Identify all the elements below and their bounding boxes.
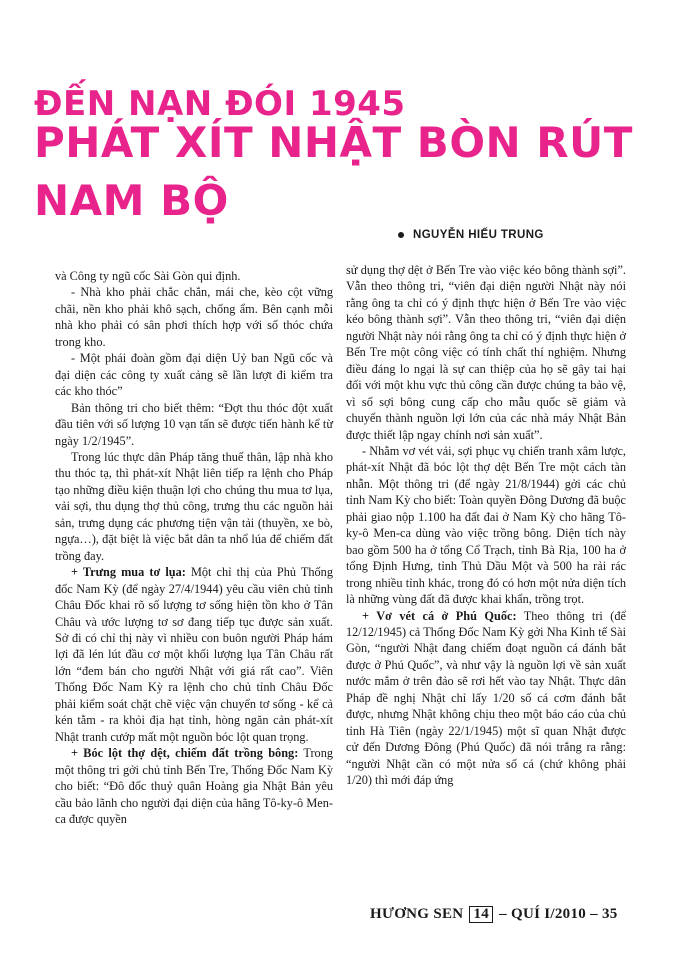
paragraph bbox=[346, 608, 626, 789]
paragraph bbox=[55, 564, 333, 745]
paragraph: và Công ty ngũ cốc Sài Gòn qui định. bbox=[55, 269, 241, 283]
paragraph bbox=[55, 745, 333, 827]
paragraph: sử dụng thợ dệt ở Bến Tre vào việc kéo bông thành sợi”. Vẫn theo thông tri, “viên đại diện người Nhật này nói rằng ông ta chỉ có ý định thực hiện ở Bến Tre vào việc kéo bông thành sợi”. Vẫn theo thông tri, “viên đại diện người Nhật này nói rằng ông ta chỉ có ý định thực hiện ở Bến Tre một công việc có tính chất thí nghiệm. Nhưng điều đáng lo ngại là sự can thiệp của họ sẽ gây tai hại đối với một khu vực thủ công cần được chúng ta bảo vệ, vì số sợi bông cung cấp cho mẫu quốc sẽ giảm và chuyển thành nguồn lợi lớn của các nhà máy Nhật Bản được thiết lập ngay chính nơi sản xuất”. bbox=[346, 263, 626, 442]
paragraph: - Nhằm vơ vét vải, sợi phục vụ chiến tranh xâm lược, phát-xít Nhật đã bóc lột thợ dệt Bến Tre một cách tàn nhẫn. Một thông tri (để ngày 21/8/1944) gởi các chủ tỉnh Nam Kỳ cho biết: Toàn quyền Đông Dương đã buộc phải giao nộp 1.100 ha đất đai ở Nam Kỳ cho hãng Tô-ky-ô Men-ca dùng vào việc trồng bông. Diện tích này bao gồm 500 ha ở tổng Cổ Trạch, tỉnh Bà Rịa, 100 ha ở tổng Định Hưng, tỉnh Thủ Dầu Một và 500 ha rải rác trong nhiều tỉnh khác, trong đó có hơn một nửa diện tích là những vùng đất đã được khai khẩn, trồng trọt. bbox=[346, 443, 626, 607]
right-column bbox=[346, 262, 626, 789]
title-line-3: NAM BỘ bbox=[34, 176, 229, 225]
bullet-icon bbox=[398, 232, 404, 238]
paragraph-text: Một chỉ thị của Phủ Thống đốc Nam Kỳ (để ngày 27/4/1944) yêu cầu viên chủ tỉnh Châu Đốc khai rõ số lượng tơ sống hiện tồn kho ở Tân Châu và ước lượng tơ sơ đang tiếp tục được sản xuất. Sở đi có chỉ thị này vì nhiều con buôn người Pháp hám lợi đã lén lút đầu cơ một khối lượng lụa Tân Châu rất lớn “đem bán cho người Nhật với giá rất cao”. Viên Thống Đốc Nam Kỳ ra lệnh cho chủ tỉnh Châu Đốc phải kiểm soát chặt chẽ việc vận chuyển tơ sống - kể cả kén tằm - ra khỏi địa hạt tỉnh, hòng ngăn cản phát-xít Nhật tranh cướp mất một nguồn bóc lột quan trọng. bbox=[55, 565, 333, 744]
section-heading: + Vơ vét cá ở Phú Quốc: bbox=[362, 608, 517, 623]
paragraph-text: Trong một thông tri gởi chủ tỉnh Bến Tre, Thống Đốc Nam Kỳ cho biết: “Đô đốc thuỷ quân Hoàng gia Nhật Bản yêu cầu bảo lãnh cho người đại diện của hãng Tô-ky-ô Men-ca được quyền bbox=[55, 746, 333, 826]
paragraph-text: Theo thông tri (để 12/12/1945) cả Thống Đốc Nam Kỳ gởi Nha Kinh tế Sài Gòn, “người Nhật đang chiếm đoạt nguồn cá đánh bắt được ở Phú Quốc”, và như vậy là nguồn lợi về sản xuất nước mắm ở trên đảo sẽ rơi hết vào tay Nhật. Thực dân Pháp đề nghị Nhật chỉ lấy 1/20 số cá cơm đánh bắt được, nhưng Nhật không chịu theo một báo cáo của chủ tỉnh Hà Tiên (ngày 22/1/1945) một sĩ quan Nhật được cử đến Dương Đông (Phú Quốc) đã nói trắng ra rằng: “người Nhật cần có một nửa số cá (chứ không phải 1/20) thì mới đáp ứng bbox=[346, 608, 626, 788]
section-heading: + Bóc lột thợ dệt, chiếm đất trồng bông: bbox=[71, 746, 299, 761]
author-byline bbox=[398, 229, 544, 241]
section-heading: + Trưng mua tơ lụa: bbox=[71, 565, 186, 580]
paragraph: - Nhà kho phải chắc chắn, mái che, kèo cột vững chãi, nền kho phải khô sạch, chống ẩm. Bên cạnh mỗi nhà kho phải có sân phơi thích hợp với số thóc chứa trong kho. bbox=[55, 285, 333, 349]
author-name: NGUYỄN HIẾU TRUNG bbox=[413, 229, 544, 241]
page-footer bbox=[370, 906, 618, 923]
title-line-2: PHÁT XÍT NHẬT BÒN RÚT bbox=[34, 118, 633, 167]
paragraph: Trong lúc thực dân Pháp tăng thuế thân, lập nhà kho thu thóc tạ, thì phát-xít Nhật liên tiếp ra lệnh cho Pháp tạo những điều kiện thuận lợi cho chúng thu mua tơ lụa, vải sợi, thu dụng thợ thủ công, trưng thu các nguồn hải sản, trưng dụng các phương tiện vận tải (thuyền, xe bò, ngựa…), đặt biệt là việc bắt dân ta nhổ lúa để chiếm đất trồng đay. bbox=[55, 449, 333, 563]
issue-date-page: – QUÍ I/2010 – 35 bbox=[499, 906, 618, 922]
paragraph: - Một phái đoàn gồm đại diện Uỷ ban Ngũ cốc và đại diện các công ty xuất cảng sẽ lần lượt đi kiểm tra các kho thóc” bbox=[55, 351, 333, 399]
title-line-1: ĐẾN NẠN ĐÓI 1945 bbox=[34, 84, 406, 124]
magazine-name: HƯƠNG SEN bbox=[370, 906, 464, 922]
paragraph: Bản thông tri cho biết thêm: “Đợt thu thóc đột xuất đầu tiên với số lượng 10 vạn tấn sẽ được tiến hành kể từ ngày 1/2/1945”. bbox=[55, 400, 333, 448]
issue-number: 14 bbox=[469, 906, 493, 923]
left-column bbox=[55, 268, 333, 827]
